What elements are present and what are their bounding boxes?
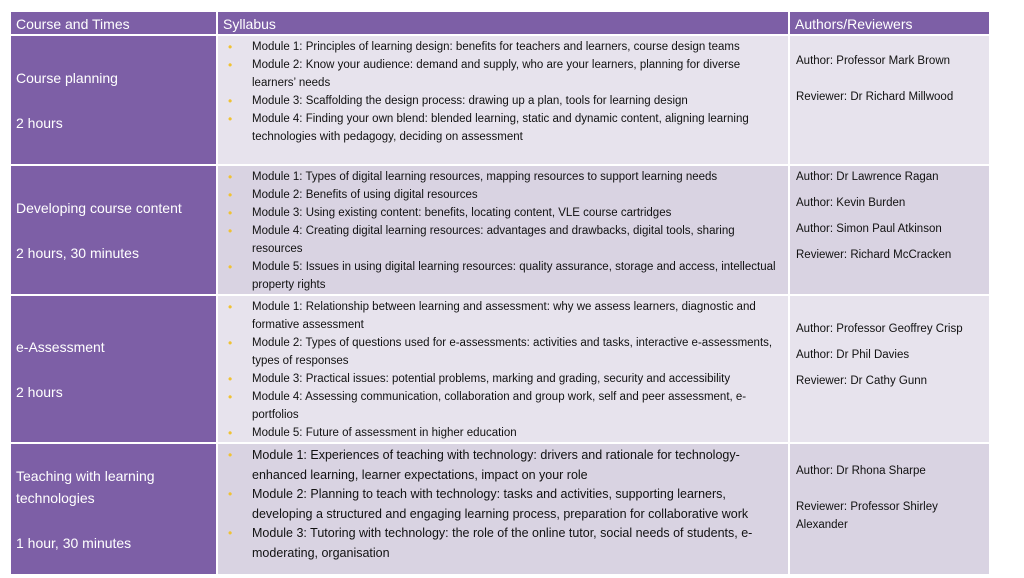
bullet-icon: • xyxy=(228,372,233,386)
person-entry: Reviewer: Professor Shirley Alexander xyxy=(796,501,938,531)
bullet-icon: • xyxy=(228,300,233,314)
syllabus-cell xyxy=(217,443,789,575)
module-item: • Module 2: Know your audience: demand and supply, who are your learners, planning for diverse learners’ needs xyxy=(228,58,741,89)
header-course-times: Course and Times xyxy=(11,12,217,35)
course-cell xyxy=(11,165,217,295)
syllabus-cell xyxy=(217,165,789,295)
course-table xyxy=(11,12,989,576)
course-name: Teaching with learning technologies xyxy=(16,468,155,506)
course-cell xyxy=(11,443,217,575)
module-item: • Module 5: Issues in using digital learning resources: quality assurance, storage and access, intellectual property rights xyxy=(228,260,776,291)
header-authors-reviewers: Authors/Reviewers xyxy=(789,12,989,35)
bullet-icon: • xyxy=(228,224,233,238)
course-time: 1 hour, 30 minutes xyxy=(16,535,132,551)
course-name: Developing course content xyxy=(16,200,182,216)
person-entry: Author: Dr Rhona Sharpe xyxy=(796,465,926,477)
course-time: 2 hours xyxy=(16,384,63,400)
module-item: • Module 4: Finding your own blend: blended learning, static and dynamic content, aligning learning technologies with pedagogy, deciding on assessment xyxy=(228,112,749,143)
module-item: • Module 1: Principles of learning design: benefits for teachers and learners, course design teams xyxy=(228,40,740,54)
module-item: • Module 3: Using existing content: benefits, locating content, VLE course cartridges xyxy=(228,206,672,220)
person-entry: Author: Kevin Burden xyxy=(796,197,906,209)
bullet-icon: • xyxy=(228,426,233,440)
module-item: • Module 1: Relationship between learning and assessment: why we assess learners, diagnostic and formative assessment xyxy=(228,300,756,331)
module-list xyxy=(222,446,782,563)
module-item: • Module 4: Creating digital learning resources: advantages and drawbacks, digital tools, sharing resources xyxy=(228,224,735,255)
person-entry: Reviewer: Dr Cathy Gunn xyxy=(796,375,928,387)
module-list xyxy=(222,168,782,294)
bullet-icon: • xyxy=(228,58,233,72)
course-time: 2 hours xyxy=(16,115,63,131)
header-row xyxy=(11,12,989,35)
module-item: • Module 2: Planning to teach with technology: tasks and activities, supporting learners, developing a structured and engaging learning process, preparation for collaborative work xyxy=(228,487,749,521)
person-entry: Author: Dr Phil Davies xyxy=(796,349,910,361)
table-row xyxy=(11,295,989,443)
table-row xyxy=(11,443,989,575)
person-entry: Author: Professor Geoffrey Crisp xyxy=(796,323,963,335)
module-item: • Module 1: Types of digital learning resources, mapping resources to support learning needs xyxy=(228,170,718,184)
module-item: • Module 3: Practical issues: potential problems, marking and grading, security and accessibility xyxy=(228,372,731,386)
authors-cell xyxy=(789,295,989,443)
header-syllabus: Syllabus xyxy=(217,12,789,35)
module-item: • Module 3: Scaffolding the design process: drawing up a plan, tools for learning design xyxy=(228,94,688,108)
module-item: • Module 1: Experiences of teaching with technology: drivers and rationale for technology-enhanced learning, learner expectations, impact on your role xyxy=(228,448,740,482)
course-time: 2 hours, 30 minutes xyxy=(16,245,139,261)
bullet-icon: • xyxy=(228,526,233,540)
authors-cell xyxy=(789,35,989,165)
module-item: • Module 2: Benefits of using digital resources xyxy=(228,188,478,202)
person-entry: Reviewer: Richard McCracken xyxy=(796,249,952,261)
person-entry: Author: Dr Lawrence Ragan xyxy=(796,171,939,183)
syllabus-cell xyxy=(217,35,789,165)
bullet-icon: • xyxy=(228,206,233,220)
module-item: • Module 2: Types of questions used for e-assessments: activities and tasks, interactive e-assessments, types of responses xyxy=(228,336,773,367)
person-entry: Reviewer: Dr Richard Millwood xyxy=(796,91,954,103)
module-list xyxy=(222,298,782,442)
module-item: • Module 3: Tutoring with technology: the role of the online tutor, social needs of students, e-moderating, organisation xyxy=(228,526,753,560)
course-name: e-Assessment xyxy=(16,339,105,355)
bullet-icon: • xyxy=(228,390,233,404)
module-item: • Module 5: Future of assessment in higher education xyxy=(228,426,517,440)
table-row xyxy=(11,35,989,165)
bullet-icon: • xyxy=(228,336,233,350)
authors-cell xyxy=(789,443,989,575)
bullet-icon: • xyxy=(228,260,233,274)
bullet-icon: • xyxy=(228,188,233,202)
bullet-icon: • xyxy=(228,40,233,54)
person-entry: Author: Professor Mark Brown xyxy=(796,55,951,67)
bullet-icon: • xyxy=(228,94,233,108)
person-entry: Author: Simon Paul Atkinson xyxy=(796,223,942,235)
syllabus-cell xyxy=(217,295,789,443)
bullet-icon: • xyxy=(228,487,233,501)
bullet-icon: • xyxy=(228,448,233,462)
course-cell xyxy=(11,35,217,165)
module-item: • Module 4: Assessing communication, collaboration and group work, self and peer assessment, e-portfolios xyxy=(228,390,747,421)
bullet-icon: • xyxy=(228,170,233,184)
course-name: Course planning xyxy=(16,70,118,86)
table-row xyxy=(11,165,989,295)
authors-cell xyxy=(789,165,989,295)
module-list xyxy=(222,38,782,146)
bullet-icon: • xyxy=(228,112,233,126)
course-cell xyxy=(11,295,217,443)
